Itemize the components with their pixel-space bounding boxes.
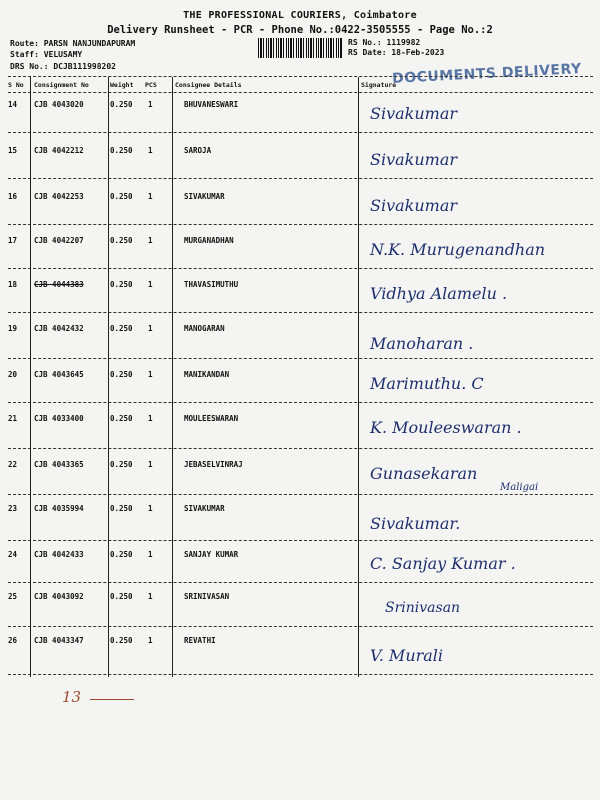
weight: 0.250 [110, 100, 133, 109]
pcs: 1 [148, 280, 153, 289]
consignment-no: CJB 4043020 [34, 100, 84, 109]
weight: 0.250 [110, 236, 133, 245]
consignee-name: THAVASIMUTHU [184, 280, 239, 289]
documents-delivery-stamp: DOCUMENTS DELIVERY [391, 61, 583, 87]
col-header-consignee: Consignee Details [175, 81, 242, 89]
weight: 0.250 [110, 460, 133, 469]
pcs: 1 [148, 146, 153, 155]
row-divider [8, 178, 593, 179]
weight: 0.250 [110, 370, 133, 379]
signature-extra: Maligai [500, 482, 539, 493]
consignee-name: MANOGARAN [184, 324, 225, 333]
col-header-weight: Weight [110, 81, 134, 89]
weight: 0.250 [110, 414, 133, 423]
sno: 17 [8, 236, 18, 245]
table-row [0, 362, 600, 406]
consignment-no: CJB 4042207 [34, 236, 84, 245]
table-row [0, 138, 600, 182]
table-row [0, 452, 600, 496]
header-top-rule [8, 76, 593, 77]
table-row [0, 316, 600, 360]
barcode [258, 38, 342, 58]
signature: V. Murali [370, 646, 444, 665]
consignment-no: CJB 4035994 [34, 504, 84, 513]
consignment-no: CJB 4033400 [34, 414, 84, 423]
signature: N.K. Murugenandhan [370, 240, 546, 259]
consignment-no: CJB 4043645 [34, 370, 84, 379]
pcs: 1 [148, 236, 153, 245]
pcs: 1 [148, 592, 153, 601]
runsheet-subtitle: Delivery Runsheet - PCR - Phone No.:0422-3505555 - Page No.:2 [107, 24, 493, 36]
col-header-signature: Signature [361, 81, 397, 89]
sno: 20 [8, 370, 18, 379]
handwritten-underline [90, 699, 134, 700]
sno: 25 [8, 592, 18, 601]
row-divider [8, 312, 593, 313]
consignee-name: REVATHI [184, 636, 216, 645]
consignee-name: SAROJA [184, 146, 212, 155]
sno: 24 [8, 550, 18, 559]
rs-number: RS No.: 1119982 [348, 38, 421, 47]
signature: Marimuthu. C [370, 374, 484, 393]
table-row [0, 406, 600, 450]
pcs: 1 [148, 460, 153, 469]
consignment-no: CJB 4042253 [34, 192, 84, 201]
consignee-name: SANJAY KUMAR [184, 550, 239, 559]
sno: 23 [8, 504, 18, 513]
weight: 0.250 [110, 146, 133, 155]
consignment-no: CJB 4042433 [34, 550, 84, 559]
consignee-name: JEBASELVINRAJ [184, 460, 243, 469]
signature: K. Mouleeswaran . [370, 418, 522, 437]
pcs: 1 [148, 324, 153, 333]
signature: Sivakumar [370, 104, 458, 123]
sno: 18 [8, 280, 18, 289]
consignee-name: MANIKANDAN [184, 370, 230, 379]
rs-date: RS Date: 18-Feb-2023 [348, 48, 445, 57]
consignee-name: SIVAKUMAR [184, 504, 225, 513]
signature: Vidhya Alamelu . [370, 284, 508, 303]
pcs: 1 [148, 414, 153, 423]
signature: Sivakumar [370, 150, 458, 169]
row-divider [8, 358, 593, 359]
table-row [0, 496, 600, 540]
drs-number: DRS No.: DCJB111998202 [10, 62, 116, 71]
staff-label: Staff: VELUSAMY [10, 50, 83, 59]
pcs: 1 [148, 636, 153, 645]
weight: 0.250 [110, 550, 133, 559]
consignment-no: CJB 4043347 [34, 636, 84, 645]
pcs: 1 [148, 370, 153, 379]
signature: C. Sanjay Kumar . [370, 554, 516, 573]
table-row [0, 272, 600, 316]
pcs: 1 [148, 100, 153, 109]
table-row [0, 92, 600, 136]
table-row [0, 584, 600, 628]
consignee-name: BHUVANESWARI [184, 100, 239, 109]
signature: Manoharan . [370, 334, 474, 353]
signature: Sivakumar. [370, 514, 461, 533]
sno: 14 [8, 100, 18, 109]
row-divider [8, 224, 593, 225]
weight: 0.250 [110, 324, 133, 333]
company-title: THE PROFESSIONAL COURIERS, Coimbatore [183, 10, 417, 21]
table-row [0, 228, 600, 272]
sno: 26 [8, 636, 18, 645]
consignment-no: CJB 4043092 [34, 592, 84, 601]
pcs: 1 [148, 192, 153, 201]
consignment-no: CJB 4044383 [34, 280, 84, 289]
sno: 19 [8, 324, 18, 333]
weight: 0.250 [110, 192, 133, 201]
row-divider [8, 540, 593, 541]
sno: 16 [8, 192, 18, 201]
weight: 0.250 [110, 636, 133, 645]
col-header-sno: S No [8, 81, 24, 89]
handwritten-count: 13 [62, 688, 82, 706]
consignment-no: CJB 4042212 [34, 146, 84, 155]
signature: Srinivasan [385, 600, 461, 616]
table-row [0, 542, 600, 586]
row-divider [8, 268, 593, 269]
sno: 15 [8, 146, 18, 155]
route-label: Route: PARSN NANJUNDAPURAM [10, 39, 136, 48]
consignee-name: SRINIVASAN [184, 592, 230, 601]
row-divider [8, 582, 593, 583]
consignee-name: MOULEESWARAN [184, 414, 239, 423]
col-header-consignment: Consignment No [34, 81, 89, 89]
row-divider [8, 494, 593, 495]
sno: 21 [8, 414, 18, 423]
weight: 0.250 [110, 504, 133, 513]
sno: 22 [8, 460, 18, 469]
row-divider [8, 132, 593, 133]
row-divider [8, 626, 593, 627]
row-divider [8, 402, 593, 403]
row-divider [8, 448, 593, 449]
table-row [0, 184, 600, 228]
pcs: 1 [148, 550, 153, 559]
table-row [0, 628, 600, 672]
consignment-no: CJB 4043365 [34, 460, 84, 469]
signature: Gunasekaran [370, 464, 478, 483]
row-divider [8, 674, 593, 675]
consignment-no: CJB 4042432 [34, 324, 84, 333]
consignee-name: MURGANADHAN [184, 236, 234, 245]
weight: 0.250 [110, 592, 133, 601]
weight: 0.250 [110, 280, 133, 289]
consignee-name: SIVAKUMAR [184, 192, 225, 201]
signature: Sivakumar [370, 196, 458, 215]
col-header-pcs: PCS [145, 81, 157, 89]
pcs: 1 [148, 504, 153, 513]
